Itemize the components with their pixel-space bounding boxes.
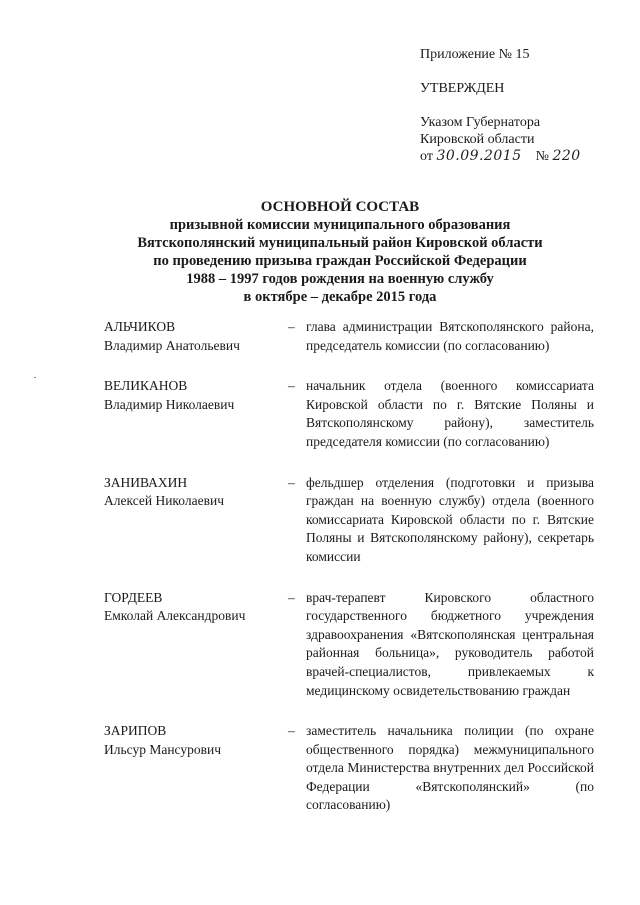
member-entry [104, 589, 594, 701]
member-given-name: Алексей Николаевич [104, 493, 224, 509]
member-name [104, 722, 288, 815]
decree-date-line [420, 148, 620, 165]
member-role: врач-терапевт Кировского областного государственного бюджетного учреждения здравоохранения «Вятскополянская центральная районная больница», руководитель работой врачей-специалистов, привлекаемых к медицинскому освидетельствованию граждан [306, 589, 594, 698]
title-line: Вятскополянский муниципальный район Кировской области [137, 235, 543, 251]
number-prefix: № [535, 149, 549, 164]
member-given-name: Владимир Николаевич [104, 396, 235, 412]
member-entry [104, 318, 594, 355]
member-name [104, 589, 288, 701]
member-entry [104, 722, 594, 815]
member-surname: АЛЬЧИКОВ [104, 319, 176, 334]
title-main: ОСНОВНОЙ СОСТАВ [260, 199, 420, 215]
title-line: 1988 – 1997 годов рождения на военную службу [186, 271, 494, 287]
member-surname: ГОРДЕЕВ [104, 589, 163, 605]
member-surname: ЗАРИПОВ [104, 723, 167, 739]
member-role: фельдшер отделения (подготовки и призыва граждан на военную службу) отдела (военного комиссариата Кировской области по г. Вятские Поляны и Вятскополянскому району), секретарь комиссии [306, 474, 594, 564]
margin-mark [34, 377, 36, 378]
member-entry [104, 474, 594, 567]
member-surname: ЗАНИВАХИН [104, 474, 188, 490]
member-surname: ВЕЛИКАНОВ [104, 378, 188, 394]
member-given-name: Владимир Анатольевич [104, 337, 240, 353]
member-name [104, 377, 288, 451]
approved-label: УТВЕРЖДЕН [420, 81, 505, 96]
handwritten-number: 220 [552, 148, 581, 164]
member-role: глава администрации Вятскополянского района, председатель комиссии (по согласованию) [306, 319, 594, 353]
decree-line-1: Указом Губернатора [420, 115, 541, 130]
decree-line-2: Кировской области [420, 132, 535, 147]
title-line: призывной комиссии муниципального образования [169, 217, 511, 233]
member-name [104, 474, 288, 567]
title-line: по проведению призыва граждан Российской Федерации [153, 253, 527, 269]
member-dash: – [288, 378, 295, 394]
member-name [104, 318, 288, 355]
member-dash: – [288, 319, 295, 334]
approval-block [420, 46, 620, 165]
member-role: заместитель начальника полиции (по охране общественного порядка) межмуниципального отдела Министерства внутренних дел Российской Федерации «Вятскополянский» (по согласованию) [306, 723, 594, 813]
members-list [104, 318, 594, 837]
member-role: начальник отдела (военного комиссариата Кировской области по г. Вятские Поляны и Вятскополянскому району), заместитель председателя комиссии (по согласованию) [306, 378, 594, 449]
member-dash: – [288, 589, 295, 605]
date-prefix: от [420, 149, 433, 164]
title-line: в октябре – декабре 2015 года [243, 289, 437, 305]
handwritten-date: 30.09.2015 [436, 148, 522, 164]
member-entry [104, 377, 594, 451]
appendix-label: Приложение № 15 [420, 47, 530, 62]
member-dash: – [288, 723, 295, 739]
member-given-name: Ильсур Мансурович [104, 741, 222, 757]
member-dash: – [288, 474, 295, 490]
document-title [60, 198, 620, 306]
member-given-name: Емколай Александрович [104, 608, 246, 624]
